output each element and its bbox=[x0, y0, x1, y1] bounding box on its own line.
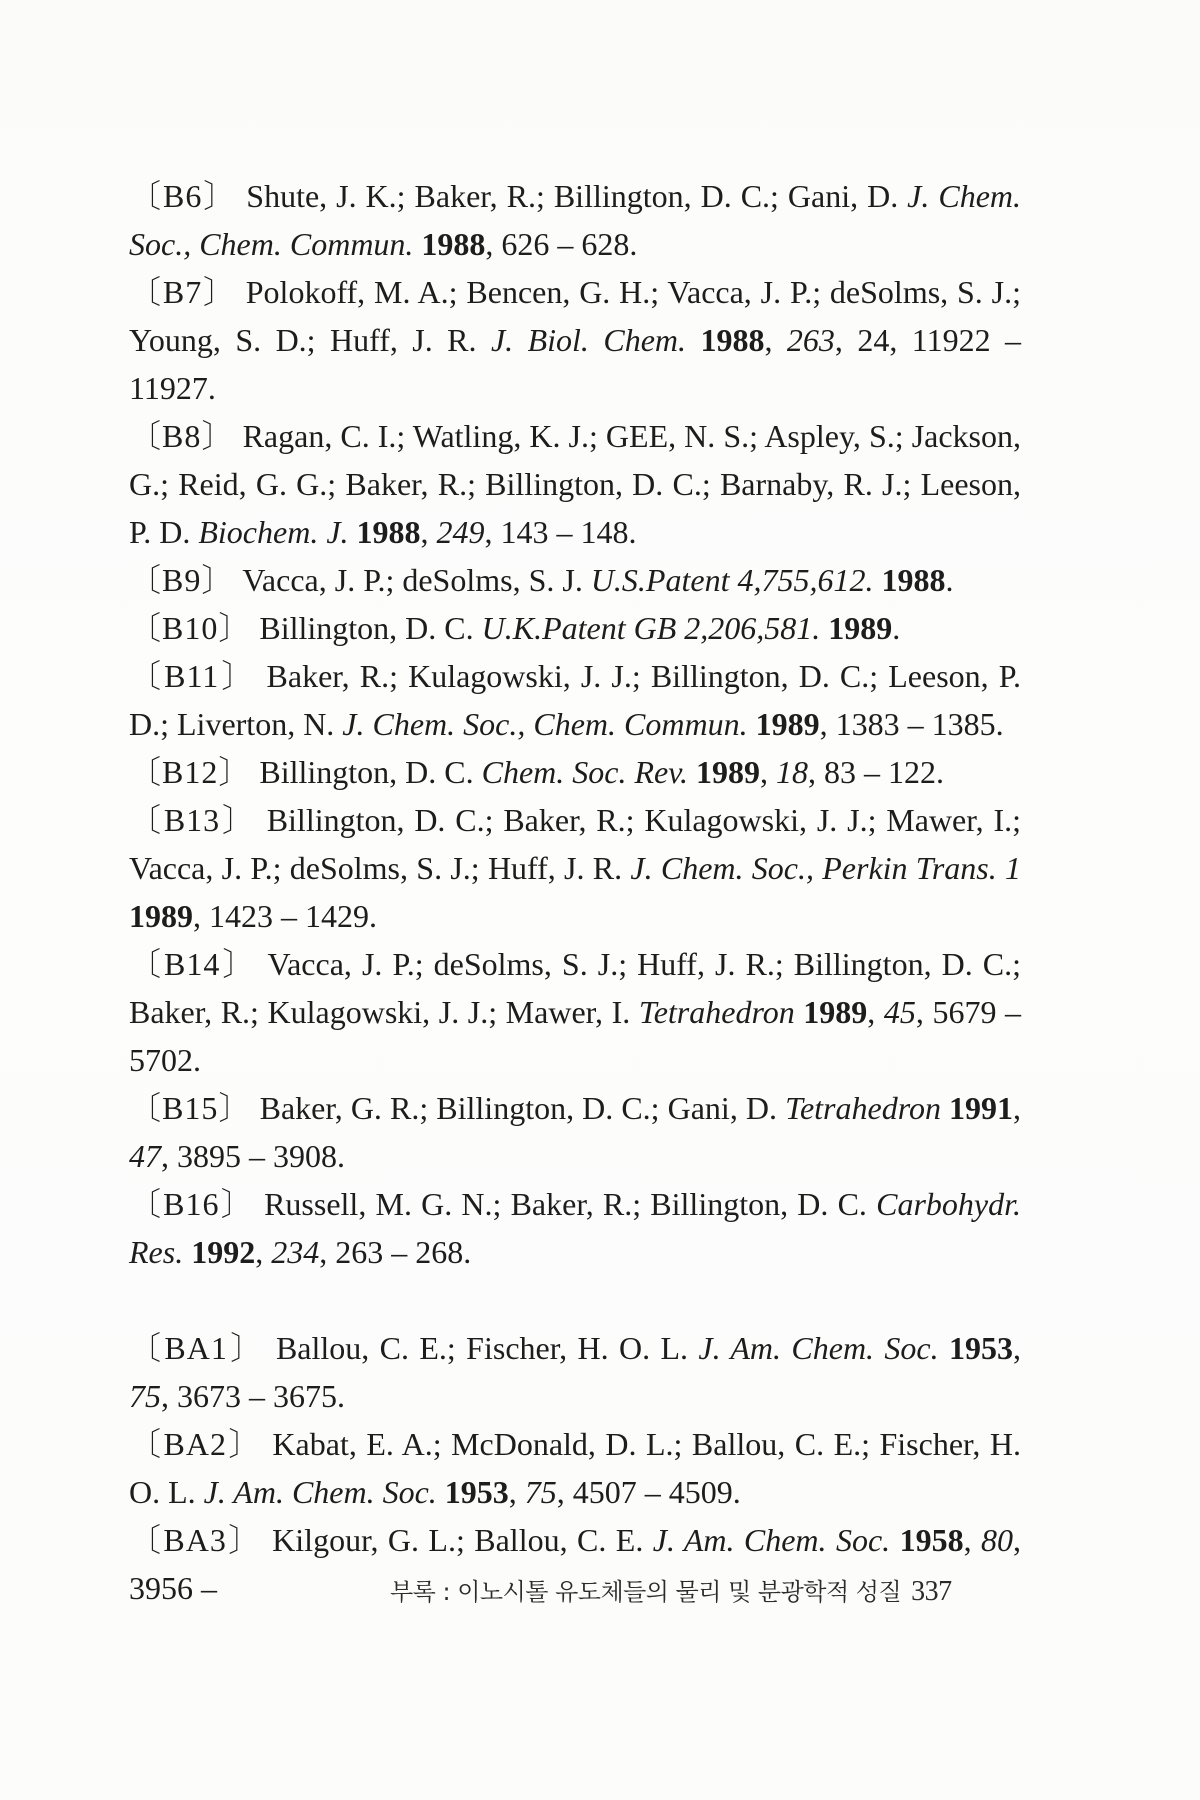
reference-volume: 249 bbox=[436, 514, 485, 550]
reference-volume: 45 bbox=[883, 994, 916, 1030]
reference-volume: 75 bbox=[524, 1474, 557, 1510]
reference-B9: 〔B9〕 Vacca, J. P.; deSolms, S. J. U.S.Patent 4,755,612. 1988. bbox=[129, 562, 954, 598]
reference-year: 1988 bbox=[421, 226, 486, 262]
reference-year: 1953 bbox=[949, 1330, 1014, 1366]
page-footer bbox=[390, 1572, 1000, 1608]
reference-year: 1988 bbox=[700, 322, 765, 358]
reference-journal: Chem. Soc. Rev. bbox=[481, 754, 689, 790]
reference-journal: Tetrahedron bbox=[638, 994, 795, 1030]
reference-journal: J. Chem. Soc., Chem. Commun. bbox=[129, 178, 1022, 262]
reference-year: 1958 bbox=[899, 1522, 964, 1558]
reference-volume: 234 bbox=[271, 1234, 320, 1270]
reference-year: 1988 bbox=[356, 514, 421, 550]
section-gap bbox=[129, 1276, 1021, 1324]
reference-year: 1989 bbox=[696, 754, 761, 790]
reference-journal: J. Biol. Chem. bbox=[490, 322, 687, 358]
reference-B8: 〔B8〕 Ragan, C. I.; Watling, K. J.; GEE, N. S.; Aspley, S.; Jackson, G.; Reid, G. G.; Baker, R.; Billington, D. C.; Barnaby, R. J.; Leeson, P. D. Biochem. J. 1988, 249, 143 – 148. bbox=[129, 418, 1022, 550]
reference-B13: 〔B13〕 Billington, D. C.; Baker, R.; Kulagowski, J. J.; Mawer, I.; Vacca, J. P.; deSolms, S. J.; Huff, J. R. J. Chem. Soc., Perkin Trans. 1 1989, 1423 – 1429. bbox=[129, 802, 1022, 934]
reference-year: 1953 bbox=[444, 1474, 509, 1510]
reference-journal: Tetrahedron bbox=[785, 1090, 941, 1126]
reference-journal: J. Chem. Soc., Perkin Trans. 1 bbox=[630, 850, 1021, 886]
reference-journal: U.S.Patent 4,755,612. bbox=[590, 562, 874, 598]
reference-year: 1989 bbox=[755, 706, 820, 742]
reference-year: 1992 bbox=[191, 1234, 256, 1270]
reference-journal: Carbohydr. Res. bbox=[129, 1186, 1022, 1270]
running-footer-caption: 부록 : 이노시톨 유도체들의 물리 및 분광학적 성질 bbox=[390, 1578, 902, 1606]
reference-B6: 〔B6〕 Shute, J. K.; Baker, R.; Billington, D. C.; Gani, D. J. Chem. Soc., Chem. Commun. 1988, 626 – 628. bbox=[129, 178, 1022, 262]
reference-B12: 〔B12〕 Billington, D. C. Chem. Soc. Rev. 1989, 18, 83 – 122. bbox=[129, 754, 945, 790]
reference-volume: 75 bbox=[129, 1378, 161, 1414]
reference-volume: 263 bbox=[786, 322, 835, 358]
reference-journal: J. Am. Chem. Soc. bbox=[652, 1522, 891, 1558]
reference-year: 1989 bbox=[129, 898, 193, 934]
reference-list bbox=[129, 172, 1021, 1612]
reference-year: 1989 bbox=[828, 610, 893, 646]
reference-journal: Biochem. J. bbox=[198, 514, 349, 550]
reference-B15: 〔B15〕 Baker, G. R.; Billington, D. C.; Gani, D. Tetrahedron 1991, 47, 3895 – 3908. bbox=[129, 1090, 1022, 1174]
reference-B10: 〔B10〕 Billington, D. C. U.K.Patent GB 2,206,581. 1989. bbox=[129, 610, 901, 646]
reference-journal: J. Am. Chem. Soc. bbox=[698, 1330, 939, 1366]
reference-B14: 〔B14〕 Vacca, J. P.; deSolms, S. J.; Huff, J. R.; Billington, D. C.; Baker, R.; Kulagowski, J. J.; Mawer, I. Tetrahedron 1989, 45, 5679 – 5702. bbox=[129, 946, 1022, 1078]
reference-journal: U.K.Patent GB 2,206,581. bbox=[481, 610, 821, 646]
reference-B7: 〔B7〕 Polokoff, M. A.; Bencen, G. H.; Vacca, J. P.; deSolms, S. J.; Young, S. D.; Huff, J. R. J. Biol. Chem. 1988, 263, 24, 11922 – 11927. bbox=[129, 274, 1022, 406]
reference-BA2: 〔BA2〕 Kabat, E. A.; McDonald, D. L.; Ballou, C. E.; Fischer, H. O. L. J. Am. Chem. Soc. 1953, 75, 4507 – 4509. bbox=[129, 1426, 1022, 1510]
reference-volume: 80 bbox=[981, 1522, 1014, 1558]
reference-year: 1989 bbox=[803, 994, 868, 1030]
reference-B16: 〔B16〕 Russell, M. G. N.; Baker, R.; Billington, D. C. Carbohydr. Res. 1992, 234, 263 – 268. bbox=[129, 1186, 1022, 1270]
reference-journal: J. Am. Chem. Soc. bbox=[203, 1474, 437, 1510]
reference-BA1: 〔BA1〕 Ballou, C. E.; Fischer, H. O. L. J. Am. Chem. Soc. 1953, 75, 3673 – 3675. bbox=[129, 1330, 1022, 1414]
reference-journal: J. Chem. Soc., Chem. Commun. bbox=[342, 706, 748, 742]
reference-year: 1988 bbox=[881, 562, 946, 598]
page-number: 337 bbox=[911, 1576, 952, 1607]
reference-year: 1991 bbox=[949, 1090, 1014, 1126]
reference-volume: 47 bbox=[129, 1138, 161, 1174]
reference-B11: 〔B11〕 Baker, R.; Kulagowski, J. J.; Billington, D. C.; Leeson, P. D.; Liverton, N. J. Chem. Soc., Chem. Commun. 1989, 1383 – 1385. bbox=[129, 658, 1021, 742]
reference-BA3: 〔BA3〕 Kilgour, G. L.; Ballou, C. E. J. Am. Chem. Soc. 1958, 80, 3956 – bbox=[129, 1522, 1022, 1606]
reference-volume: 18 bbox=[776, 754, 809, 790]
